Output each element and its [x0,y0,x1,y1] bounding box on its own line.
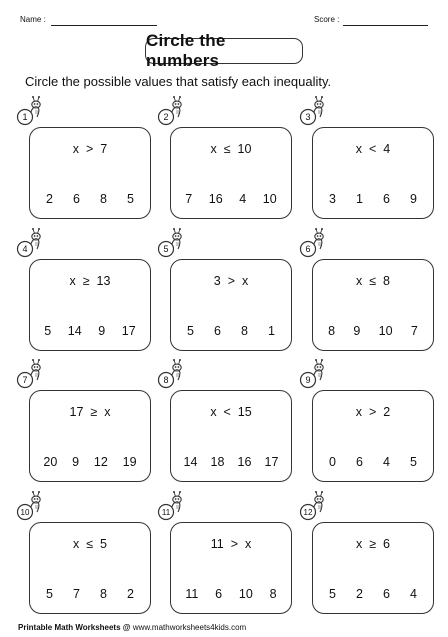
footer [18,623,246,632]
answer-option[interactable]: 8 [100,587,107,601]
name-label: Name : [20,15,46,24]
answer-option[interactable]: 6 [73,192,80,206]
inequality-text: x ≤ 5 [73,537,107,551]
answer-option[interactable]: 16 [208,192,223,206]
answer-options [319,192,427,206]
answer-option[interactable]: 18 [210,455,225,469]
answer-options [36,192,144,206]
answer-option[interactable]: 4 [239,192,247,206]
inequality-text: x > 7 [72,142,108,156]
score-line [343,25,428,26]
answer-option[interactable]: 6 [383,587,390,601]
answer-option[interactable]: 4 [410,587,417,601]
answer-option[interactable]: 7 [73,587,80,601]
inequality-text: x < 15 [210,405,252,419]
answer-option[interactable]: 9 [353,324,361,338]
answer-options [36,324,144,338]
instructions: Circle the possible values that satisfy each inequality. [25,74,332,89]
answer-option[interactable]: 8 [328,324,336,338]
problem-card [312,259,434,351]
answer-option[interactable]: 5 [329,587,336,601]
inequality-text: 3 > x [213,274,249,288]
answer-options [319,587,427,601]
answer-option[interactable]: 17 [121,324,136,338]
answer-option[interactable]: 8 [100,192,107,206]
problem-number: 12 [303,508,313,517]
worksheet-title: Circle the numbers [145,38,303,64]
problem-number: 6 [305,244,311,254]
problem-number: 10 [20,508,30,517]
answer-option[interactable]: 6 [356,455,363,469]
answer-option[interactable]: 10 [262,192,277,206]
answer-options [36,455,144,469]
answer-option[interactable]: 4 [383,455,390,469]
answer-options [177,455,285,469]
problem-card [29,259,151,351]
answer-option[interactable]: 10 [238,587,253,601]
snail-number-badge [156,358,188,390]
snail-number-badge [298,95,330,127]
snail-number-badge [15,95,47,127]
problem-card [29,522,151,614]
problem-number: 2 [163,112,169,122]
answer-option[interactable]: 2 [127,587,134,601]
answer-option[interactable]: 2 [46,192,53,206]
footer-url: www.mathworksheets4kids.com [132,623,247,632]
problem-card [312,390,434,482]
inequality-text: x ≥ 13 [69,274,111,288]
inequality-text: x ≤ 8 [356,274,390,288]
inequality-text: 11 > x [210,537,252,551]
answer-option[interactable]: 6 [215,587,223,601]
answer-option[interactable]: 1 [268,324,275,338]
answer-option[interactable]: 20 [43,455,58,469]
footer-brand: Printable Math Worksheets @ [18,623,131,632]
snail-number-badge [15,490,47,522]
answer-option[interactable]: 9 [98,324,106,338]
answer-option[interactable]: 5 [410,455,417,469]
problem-number: 11 [161,508,171,517]
answer-options [177,192,285,206]
snail-number-badge [156,95,188,127]
answer-option[interactable]: 3 [329,192,336,206]
problem-number: 9 [305,375,311,385]
answer-option[interactable]: 2 [356,587,363,601]
answer-option[interactable]: 17 [264,455,279,469]
answer-option[interactable]: 7 [410,324,418,338]
answer-options [319,455,427,469]
answer-option[interactable]: 19 [122,455,137,469]
snail-number-badge [156,227,188,259]
answer-option[interactable]: 14 [183,455,198,469]
problem-number: 3 [305,112,311,122]
problem-number: 1 [22,112,28,122]
snail-number-badge [298,490,330,522]
answer-option[interactable]: 6 [214,324,221,338]
problem-card [170,127,292,219]
snail-number-badge [15,358,47,390]
problem-card [170,259,292,351]
answer-option[interactable]: 5 [187,324,194,338]
answer-option[interactable]: 5 [46,587,53,601]
problem-number: 5 [163,244,169,254]
answer-option[interactable]: 7 [185,192,193,206]
problem-card [170,390,292,482]
snail-number-badge [15,227,47,259]
answer-option[interactable]: 8 [241,324,248,338]
answer-option[interactable]: 16 [237,455,252,469]
answer-option[interactable]: 11 [185,587,199,601]
inequality-text: 17 ≥ x [69,405,111,419]
problem-card [170,522,292,614]
answer-option[interactable]: 6 [383,192,390,206]
answer-options [177,587,285,601]
problem-number: 8 [163,375,169,385]
inequality-text: x > 2 [355,405,391,419]
problem-card [312,522,434,614]
inequality-text: x ≥ 6 [356,537,390,551]
answer-option[interactable]: 14 [67,324,82,338]
answer-options [177,324,285,338]
name-line [51,25,157,26]
snail-number-badge [298,227,330,259]
inequality-text: x < 4 [355,142,391,156]
problem-card [29,127,151,219]
problem-card [29,390,151,482]
score-label: Score : [314,15,340,24]
answer-option[interactable]: 5 [44,324,52,338]
answer-option[interactable]: 10 [378,324,393,338]
snail-number-badge [156,490,188,522]
answer-option[interactable]: 5 [127,192,134,206]
answer-option[interactable]: 9 [410,192,417,206]
answer-option[interactable]: 1 [356,192,363,206]
answer-option[interactable]: 12 [93,455,108,469]
answer-options [319,324,427,338]
snail-number-badge [298,358,330,390]
problem-number: 7 [22,375,28,385]
answer-option[interactable]: 0 [329,455,336,469]
problem-card [312,127,434,219]
answer-option[interactable]: 8 [269,587,277,601]
inequality-text: x ≤ 10 [210,142,252,156]
answer-option[interactable]: 9 [72,455,80,469]
answer-options [36,587,144,601]
problem-number: 4 [22,244,28,254]
